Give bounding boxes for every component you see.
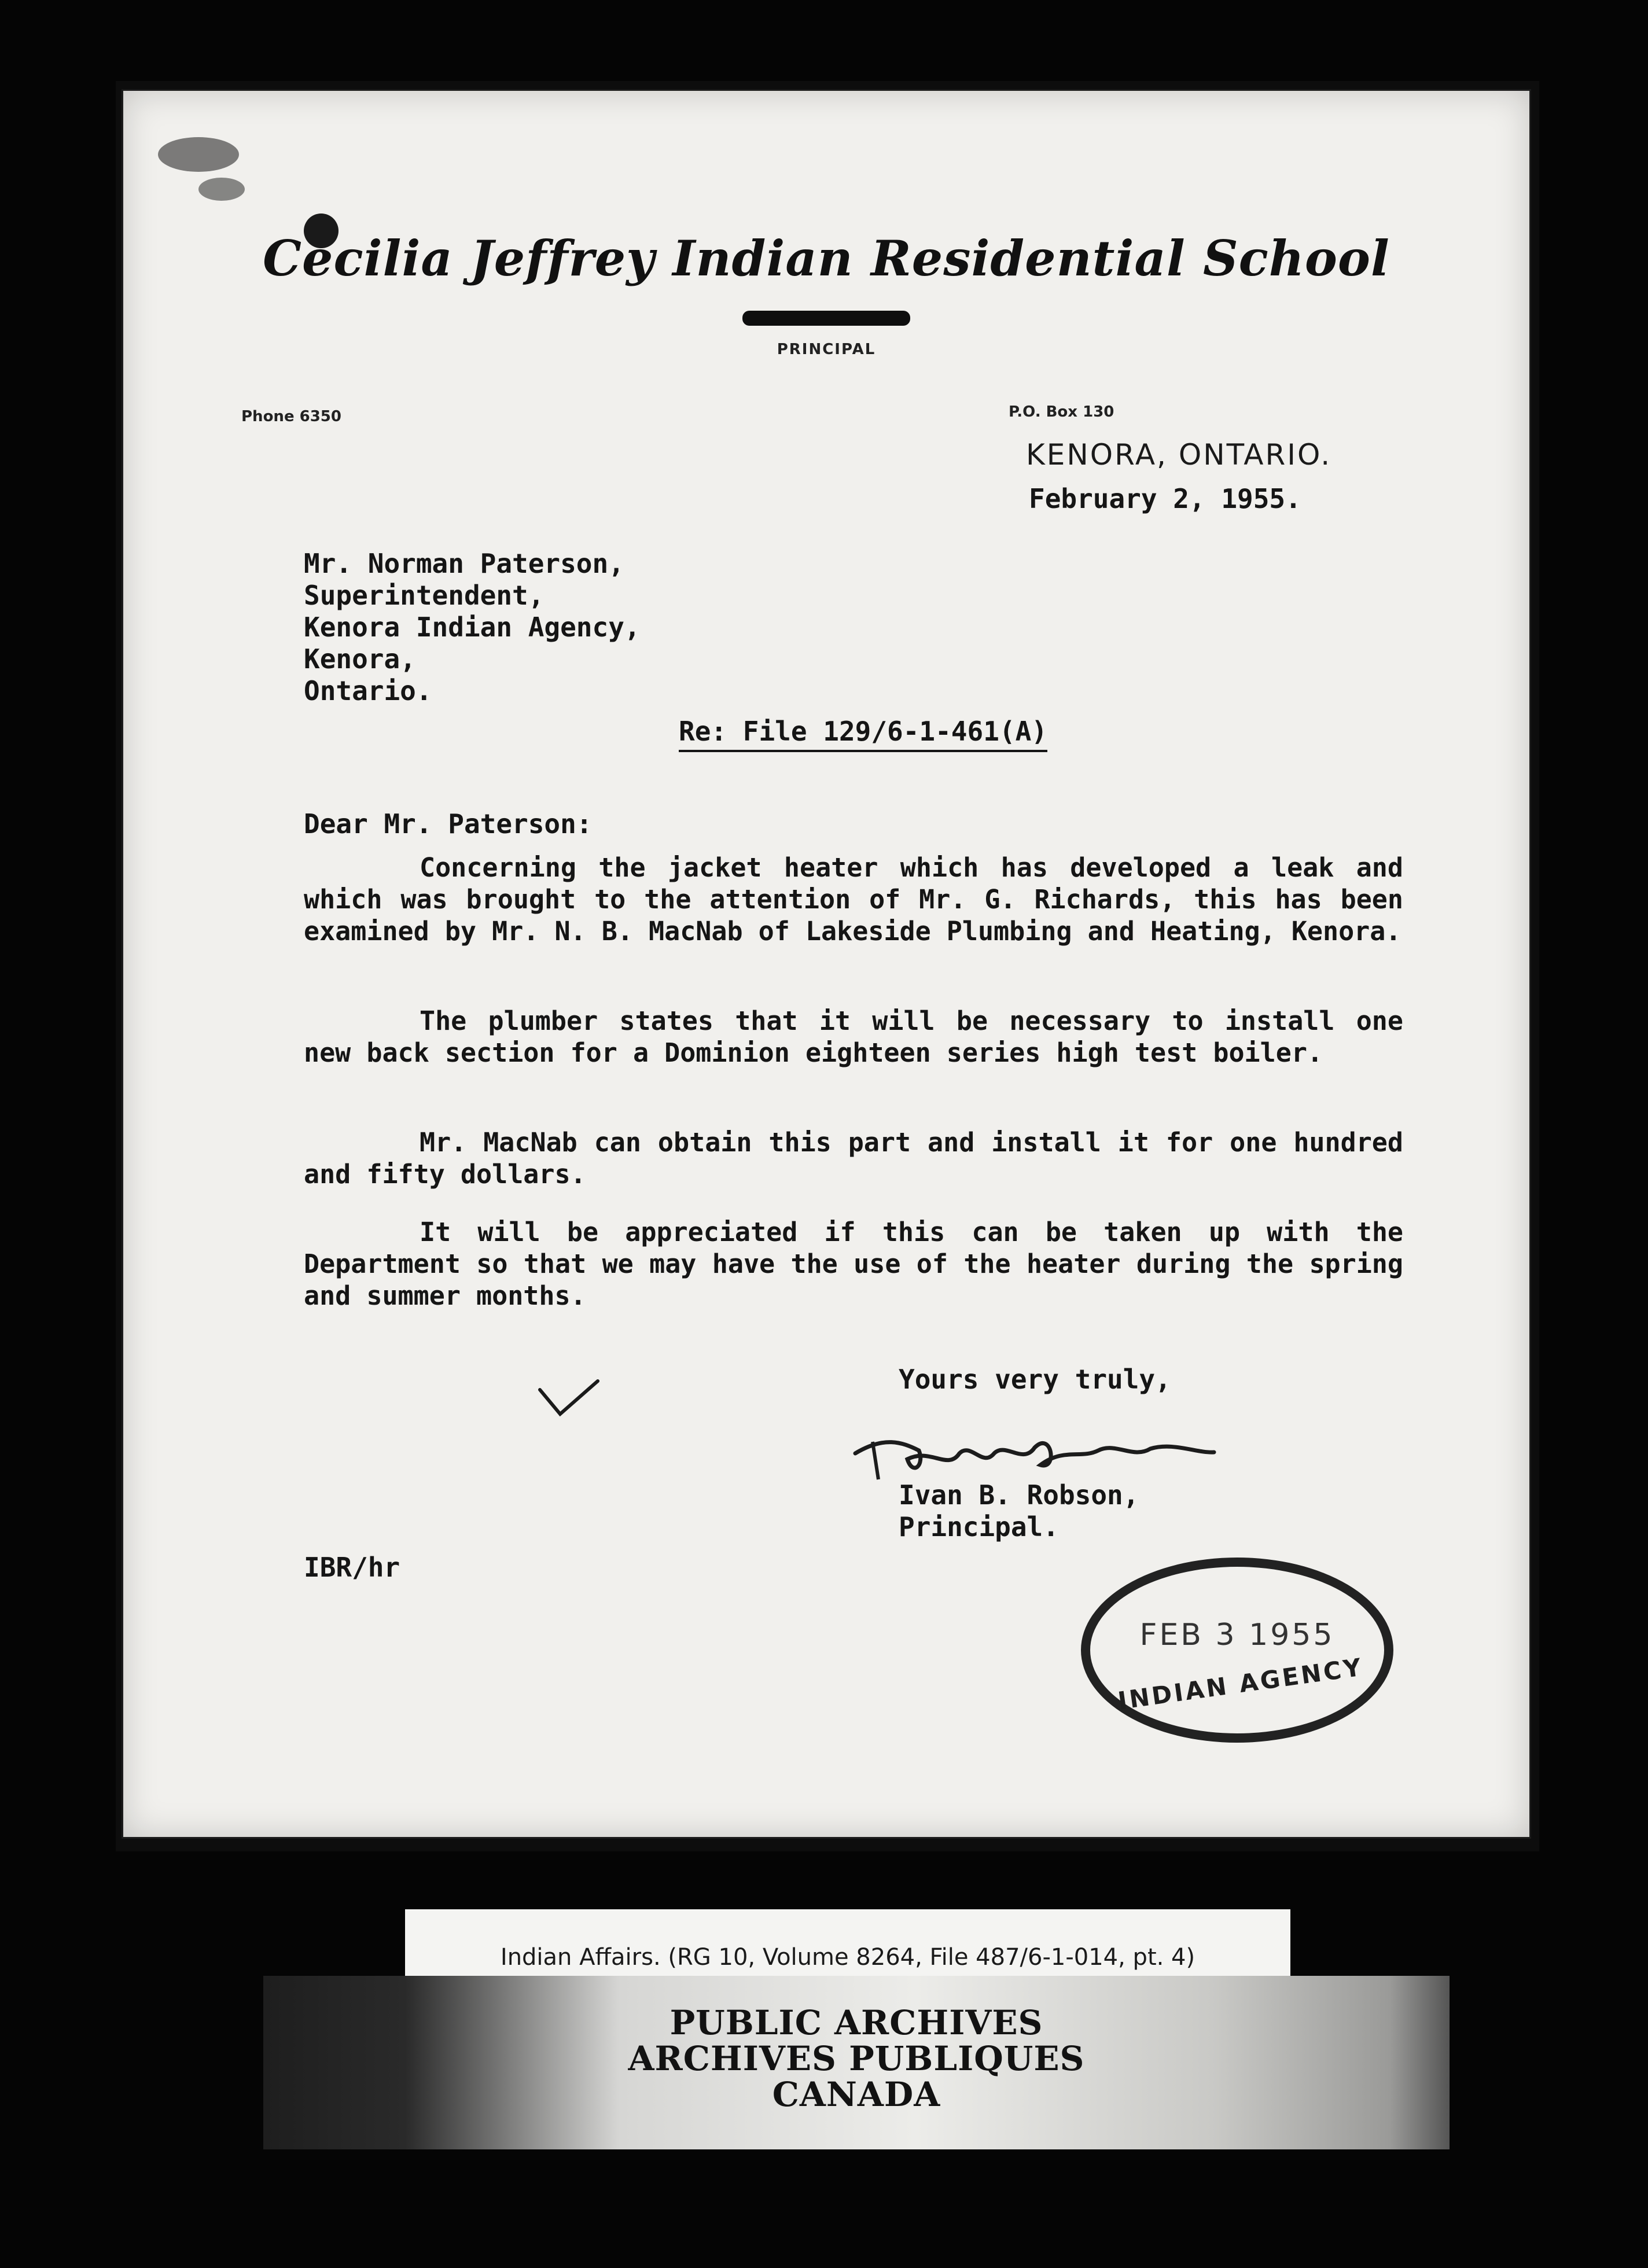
letter-page: [123, 91, 1529, 1837]
stamp-date: FEB 3 1955: [1139, 1618, 1335, 1652]
phone-number: Phone 6350: [241, 408, 341, 425]
signer-title: Principal.: [899, 1511, 1059, 1542]
archives-line-3: CANADA: [772, 2075, 941, 2114]
body-paragraph: It will be appreciated if this can be taken up with the Department so that we may have the use of the heater during the spring and summer months.: [304, 1217, 1403, 1311]
po-box: P.O. Box 130: [1009, 403, 1114, 421]
title-rule: [742, 311, 910, 326]
school-name-heading: Cecilia Jeffrey Indian Residential School: [263, 230, 1390, 287]
archive-citation: Indian Affairs. (RG 10, Volume 8264, File 487/6-1-014, pt. 4): [500, 1944, 1195, 1971]
closing: Yours very truly,: [899, 1364, 1171, 1395]
letter-date: February 2, 1955.: [1029, 483, 1301, 514]
ink-smudge: [198, 178, 245, 201]
check-mark-icon: [537, 1378, 601, 1424]
recipient-city: Kenora,: [304, 643, 416, 675]
archives-line-1: PUBLIC ARCHIVES: [670, 2003, 1043, 2042]
signature: [849, 1424, 1220, 1488]
recipient-org: Kenora Indian Agency,: [304, 612, 641, 643]
body-paragraph: Concerning the jacket heater which has developed a leak and which was brought to the attention of Mr. G. Richards, this has been examined by Mr. N. B. MacNab of Lakeside Plumbing and Heating, Kenora.: [304, 852, 1403, 947]
signer-name: Ivan B. Robson,: [899, 1479, 1139, 1511]
office-subheading: PRINCIPAL: [777, 341, 876, 358]
recipient-name: Mr. Norman Paterson,: [304, 548, 624, 579]
ink-smudge: [158, 137, 239, 172]
salutation: Dear Mr. Paterson:: [304, 808, 593, 840]
city-line: KENORA, ONTARIO.: [1026, 438, 1332, 472]
archives-banner: [263, 1976, 1450, 2149]
received-stamp: [1081, 1558, 1393, 1743]
stamp-agency: INDIAN AGENCY: [1116, 1652, 1366, 1715]
archives-line-2: ARCHIVES PUBLIQUES: [628, 2039, 1085, 2078]
body-paragraph: Mr. MacNab can obtain this part and install it for one hundred and fifty dollars.: [304, 1127, 1403, 1190]
file-reference: Re: File 129/6-1-461(A): [679, 716, 1047, 752]
recipient-title: Superintendent,: [304, 580, 545, 611]
recipient-province: Ontario.: [304, 675, 432, 706]
body-paragraph: The plumber states that it will be necessary to install one new back section for a Dominion eighteen series high test boiler.: [304, 1006, 1403, 1068]
typist-initials: IBR/hr: [304, 1552, 400, 1583]
